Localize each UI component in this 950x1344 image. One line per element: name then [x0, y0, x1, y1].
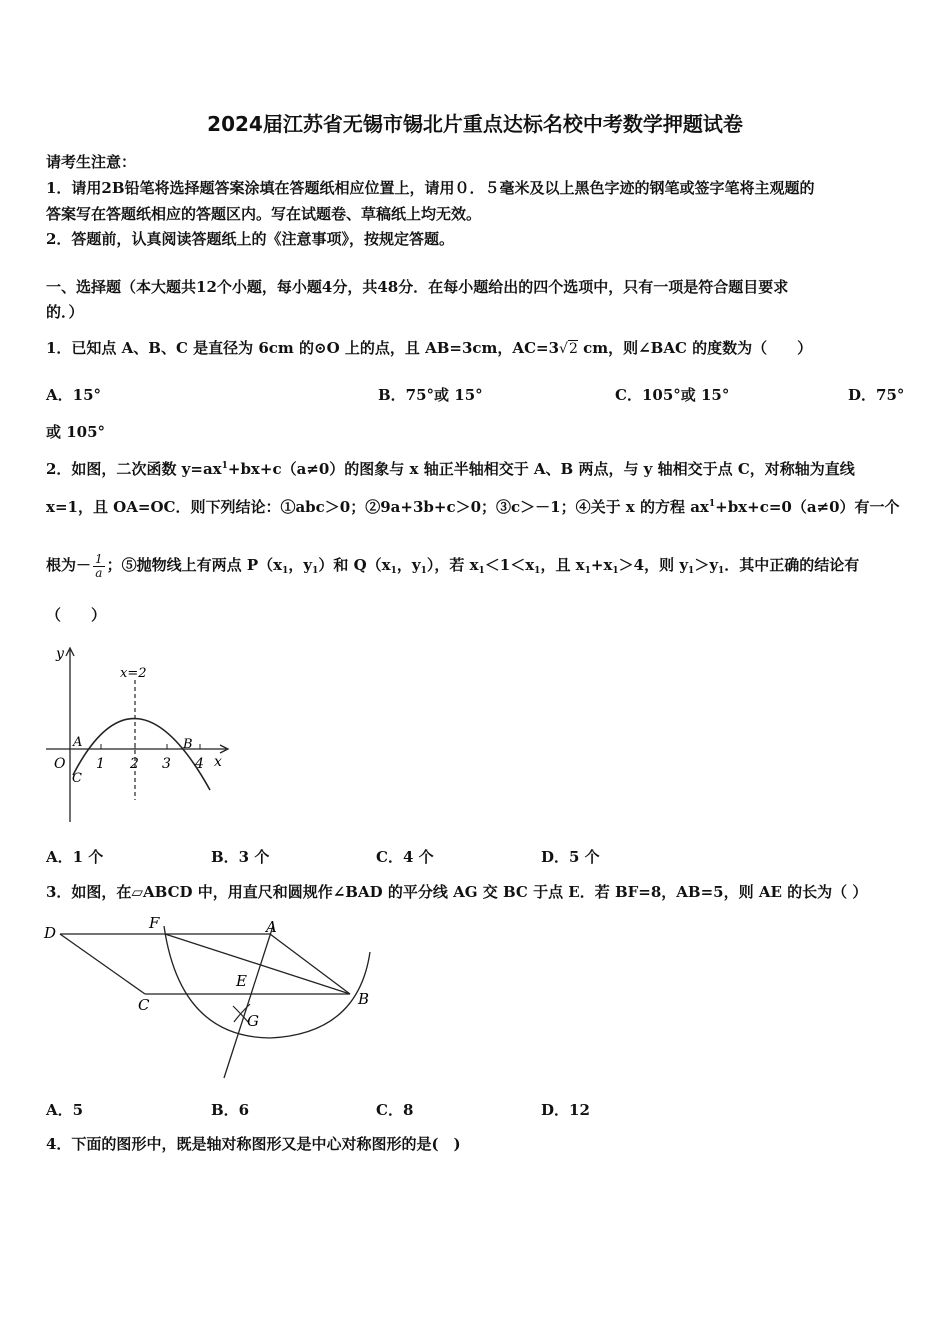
- q2-l1-a: 2．如图，二次函数 y=ax: [46, 460, 222, 478]
- q3-option-b: B．6: [211, 1101, 250, 1119]
- q2-sub-1: 1: [282, 566, 289, 576]
- q2-sub-7: 1: [584, 566, 591, 576]
- section-heading-line-1: 一、选择题（本大题共12个小题，每小题4分，共48分．在每小题给出的四个选项中，只有一项是符合题目要求: [46, 278, 789, 296]
- q2-l3-b: ；⑤抛物线上有两点 P（x: [106, 556, 283, 574]
- q2-frac-num: 1: [95, 551, 103, 566]
- q2-option-b: B．3 个: [211, 848, 270, 866]
- q2-l2-a: x=1，且 OA=OC．则下列结论：①abc＞0；②9a+3b+c＞0；③c＞－1；④关于 x 的方程 ax: [46, 498, 709, 516]
- q2-tick-2-label: 2: [130, 756, 139, 772]
- q2-l3-k: ＞y: [694, 556, 719, 574]
- q2-l3-e: ，y: [396, 556, 421, 574]
- q2-option-d: D．5 个: [541, 848, 600, 866]
- q2-l3-d: ）和 Q（x: [318, 556, 391, 574]
- page-title: 2024届江苏省无锡市锡北片重点达标名校中考数学押题试卷: [207, 112, 743, 136]
- q2-l3-a: 根为－: [46, 556, 92, 574]
- q2-origin-label: O: [54, 756, 66, 772]
- notice-line-3: 2．答题前，认真阅读答题纸上的《注意事项》，按规定答题。: [46, 230, 454, 248]
- q2-y-label: y: [56, 646, 64, 662]
- q1-option-c: C．105°或 15°: [615, 386, 730, 404]
- q1-stem-a: 1．已知点 A、B、C 是直径为 6cm 的⊙O 上的点，且 AB=3cm，AC=3: [46, 339, 560, 357]
- q2-option-a: A．1 个: [46, 848, 104, 866]
- q1-stem: [46, 338, 812, 359]
- q2-sub-5: 1: [478, 566, 485, 576]
- q3-bisector-ag: [224, 926, 273, 1078]
- q2-line-4: （ ）: [46, 606, 107, 624]
- q2-sub-9: 1: [688, 566, 695, 576]
- q2-l3-f: ），若 x: [426, 556, 479, 574]
- q2-l3-h: ，且 x: [540, 556, 585, 574]
- q4-stem: 4．下面的图形中，既是轴对称图形又是中心对称图形的是( ): [46, 1135, 461, 1153]
- q2-sub-10: 1: [718, 566, 725, 576]
- q1-option-b: B．75°或 15°: [378, 386, 483, 404]
- q3-label-g: G: [247, 1012, 259, 1030]
- q2-fraction: [93, 553, 105, 580]
- q2-l1-sup: 1: [221, 461, 228, 471]
- q2-l3-c: ，y: [288, 556, 313, 574]
- q3-label-e: E: [236, 972, 247, 990]
- q3-option-a: A．5: [46, 1101, 84, 1119]
- q2-l3-i: +x: [590, 556, 613, 574]
- q2-l1-b: +bx+c（a≠0）的图象与 x 轴正半轴相交于 A、B 两点，与 y 轴相交于点 C，对称轴为直线: [227, 460, 855, 478]
- q2-tick-4-label: 4: [195, 756, 204, 772]
- q1-option-d-cont: 或 105°: [46, 423, 106, 441]
- q3-option-c: C．8: [376, 1101, 414, 1119]
- q3-label-c: C: [138, 996, 150, 1014]
- section-heading-line-2: 的．）: [46, 303, 84, 321]
- q3-label-d: D: [44, 924, 57, 942]
- q2-parabola-curve: [73, 719, 210, 790]
- notice-line-1: 1．请用2B铅笔将选择题答案涂填在答题纸相应位置上，请用０．５毫米及以上黑色字迹的钢笔或签字笔将主观题的: [46, 179, 815, 197]
- q2-sub-8: 1: [612, 566, 619, 576]
- notice-heading: 请考生注意：: [46, 153, 137, 171]
- q2-l3-l: ．其中正确的结论有: [724, 556, 860, 574]
- q2-sub-4: 1: [420, 566, 427, 576]
- q2-option-c: C．4 个: [376, 848, 434, 866]
- q3-label-f: F: [149, 914, 160, 932]
- q1-sqrt-arg: 2: [568, 341, 578, 357]
- q2-sub-2: 1: [312, 566, 319, 576]
- q2-point-c-label: C: [72, 771, 82, 786]
- q3-side-dc: [60, 934, 145, 994]
- notice-line-2: 答案写在答题纸相应的答题区内。写在试题卷、草稿纸上均无效。: [46, 205, 482, 223]
- q2-l2-sup: 1: [708, 499, 716, 509]
- q1-sqrt: √2: [559, 341, 578, 357]
- q2-frac-den: a: [95, 565, 103, 580]
- q2-l2-b: +bx+c=0（a≠0）有一个: [715, 498, 900, 516]
- q2-line-1: [46, 456, 855, 479]
- q3-side-ab: [270, 934, 350, 994]
- q2-line-3: [46, 548, 859, 582]
- q1-option-a: A．15°: [46, 386, 102, 404]
- q3-option-d: D．12: [541, 1101, 590, 1119]
- q2-tick-3-label: 3: [162, 756, 171, 772]
- q1-option-d: D．75°: [848, 386, 905, 404]
- q2-point-b-label: B: [183, 737, 193, 752]
- q2-x-label: x: [214, 754, 222, 770]
- q3-segment-fb: [165, 934, 350, 994]
- q2-point-a-label: A: [73, 735, 83, 750]
- q2-sub-3: 1: [390, 566, 397, 576]
- q2-l3-g: ＜1＜x: [484, 556, 535, 574]
- q2-sub-6: 1: [534, 566, 541, 576]
- q3-label-a: A: [266, 918, 277, 936]
- q2-l3-j: ＞4，则 y: [618, 556, 689, 574]
- q3-label-b: B: [358, 990, 370, 1008]
- q2-line-2: [46, 494, 900, 517]
- q3-parallelogram-figure: [40, 912, 380, 1087]
- q2-parabola-figure: [40, 640, 240, 830]
- q2-axis-line-label: x=2: [120, 666, 147, 681]
- q3-stem: 3．如图，在▱ABCD 中，用直尺和圆规作∠BAD 的平分线 AG 交 BC 于点 E．若 BF=8，AB=5，则 AE 的长为（ ）: [46, 883, 868, 901]
- q1-stem-b: cm，则∠BAC 的度数为（ ）: [577, 339, 813, 357]
- q2-tick-1-label: 1: [96, 756, 105, 772]
